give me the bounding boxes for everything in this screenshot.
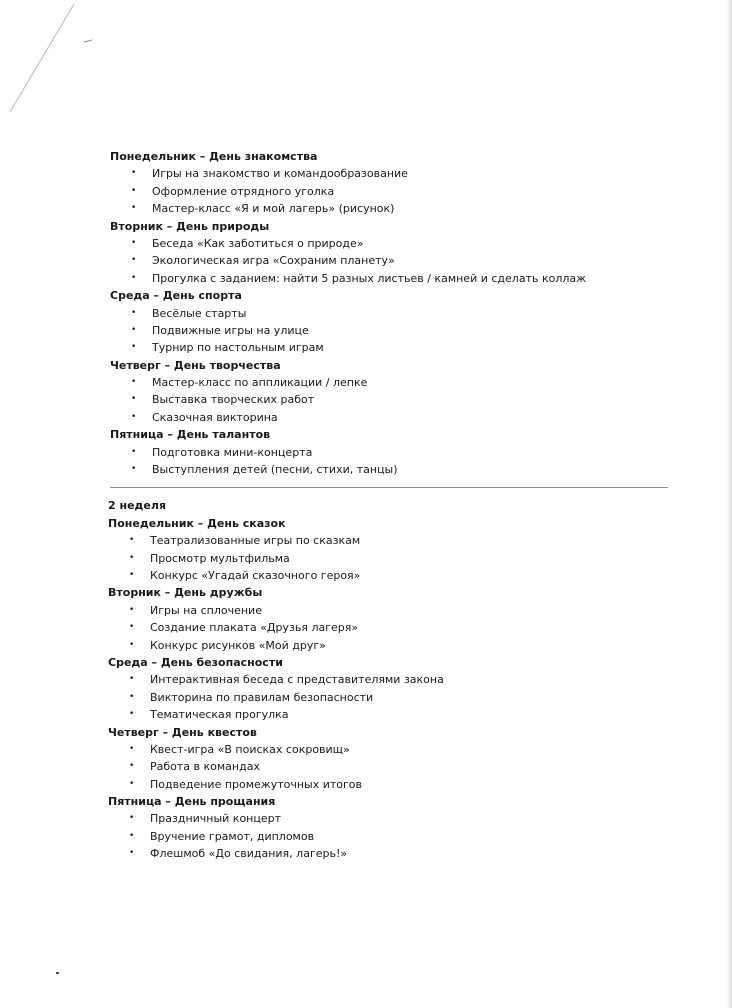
activity-item <box>0 200 732 217</box>
bullet-icon: • <box>129 709 135 720</box>
activity-text: Праздничный концерт <box>150 812 282 826</box>
bullet-icon: • <box>129 691 135 702</box>
activity-item <box>0 374 732 391</box>
activity-text: Подготовка мини-концерта <box>152 445 313 459</box>
schedule-content <box>0 148 732 863</box>
activity-list <box>0 305 732 357</box>
day-block <box>0 584 732 654</box>
activity-text: Выставка творческих работ <box>152 393 315 407</box>
activity-text: Выступления детей (песни, стихи, танцы) <box>152 463 398 477</box>
bullet-icon: • <box>131 203 137 214</box>
activity-item <box>0 689 732 706</box>
activity-text: Весёлые старты <box>152 306 247 320</box>
day-block <box>0 148 732 218</box>
activity-item <box>0 602 732 619</box>
day-block <box>0 357 732 427</box>
bullet-icon: • <box>129 639 135 650</box>
bullet-icon: • <box>129 848 135 859</box>
activity-text: Тематическая прогулка <box>150 708 289 722</box>
activity-list <box>0 671 732 723</box>
activity-item <box>0 305 732 322</box>
bullet-icon: • <box>129 743 135 754</box>
activity-item <box>0 619 732 636</box>
activity-item <box>0 637 732 654</box>
day-block <box>0 793 732 863</box>
bullet-icon: • <box>131 342 137 353</box>
week-1-schedule <box>0 148 732 478</box>
activity-text: Квест-игра «В поисках сокровищ» <box>150 742 350 756</box>
day-heading: Понедельник – День знакомства <box>110 150 318 163</box>
activity-item <box>0 741 732 758</box>
day-block <box>0 654 732 724</box>
activity-text: Оформление отрядного уголка <box>152 184 335 198</box>
bullet-icon: • <box>129 813 135 824</box>
bullet-icon: • <box>129 535 135 546</box>
activity-item <box>0 706 732 723</box>
activity-item <box>0 252 732 269</box>
activity-list <box>0 165 732 217</box>
activity-text: Игры на сплочение <box>150 603 262 617</box>
activity-text: Игры на знакомство и командообразование <box>152 167 408 181</box>
bullet-icon: • <box>131 411 137 422</box>
activity-item <box>0 461 732 478</box>
activity-item <box>0 671 732 688</box>
bullet-icon: • <box>131 464 137 475</box>
bullet-icon: • <box>129 761 135 772</box>
scan-speck-mark <box>56 972 59 974</box>
activity-item <box>0 183 732 200</box>
activity-text: Экологическая игра «Сохраним планету» <box>152 254 395 268</box>
activity-text: Турнир по настольным играм <box>152 341 324 355</box>
bullet-icon: • <box>129 778 135 789</box>
day-block <box>0 218 732 288</box>
bullet-icon: • <box>131 377 137 388</box>
activity-item <box>0 444 732 461</box>
section-divider <box>110 487 668 488</box>
activity-text: Подведение промежуточных итогов <box>150 777 363 791</box>
activity-text: Конкурс рисунков «Мой друг» <box>150 638 326 652</box>
activity-item <box>0 391 732 408</box>
activity-item <box>0 532 732 549</box>
activity-text: Просмотр мультфильма <box>150 551 290 565</box>
activity-list <box>0 532 732 584</box>
bullet-icon: • <box>131 237 137 248</box>
activity-text: Создание плаката «Друзья лагеря» <box>150 621 359 635</box>
activity-item <box>0 828 732 845</box>
activity-text: Мастер-класс «Я и мой лагерь» (рисунок) <box>152 202 395 216</box>
day-block <box>0 426 732 478</box>
activity-text: Интерактивная беседа с представителями закона <box>150 673 444 687</box>
day-heading: Пятница – День прощания <box>108 795 276 809</box>
day-block <box>0 724 732 794</box>
activity-text: Беседа «Как заботиться о природе» <box>152 236 364 250</box>
day-heading: Среда – День безопасности <box>108 655 283 669</box>
bullet-icon: • <box>131 446 137 457</box>
activity-item <box>0 322 732 339</box>
activity-item <box>0 567 732 584</box>
activity-item <box>0 758 732 775</box>
bullet-icon: • <box>131 168 137 179</box>
activity-item <box>0 810 732 827</box>
activity-list <box>0 374 732 426</box>
day-heading: Пятница – День талантов <box>110 428 271 442</box>
activity-item <box>0 339 732 356</box>
activity-item <box>0 845 732 862</box>
activity-item <box>0 270 732 287</box>
day-heading: Понедельник – День сказок <box>108 516 286 530</box>
bullet-icon: • <box>129 622 135 633</box>
bullet-icon: • <box>131 307 137 318</box>
activity-item <box>0 235 732 252</box>
week-2-schedule <box>0 497 732 862</box>
activity-item <box>0 776 732 793</box>
paper-fold-mark <box>0 0 140 140</box>
day-heading: Среда – День спорта <box>110 289 242 303</box>
activity-list <box>0 235 732 287</box>
activity-text: Викторина по правилам безопасности <box>150 690 374 704</box>
day-heading: Четверг – День творчества <box>110 358 281 372</box>
day-block <box>0 287 732 357</box>
bullet-icon: • <box>129 569 135 580</box>
bullet-icon: • <box>131 255 137 266</box>
day-block <box>0 515 732 585</box>
bullet-icon: • <box>131 394 137 405</box>
activity-list <box>0 602 732 654</box>
week-heading: 2 неделя <box>108 499 167 513</box>
activity-text: Мастер-класс по аппликации / лепке <box>152 376 368 390</box>
bullet-icon: • <box>129 830 135 841</box>
activity-item <box>0 165 732 182</box>
bullet-icon: • <box>129 552 135 563</box>
activity-text: Прогулка с заданием: найти 5 разных листьев / камней и сделать коллаж <box>152 271 587 285</box>
bullet-icon: • <box>131 272 137 283</box>
bullet-icon: • <box>129 604 135 615</box>
activity-text: Конкурс «Угадай сказочного героя» <box>150 568 361 582</box>
activity-text: Театрализованные игры по сказкам <box>150 534 361 548</box>
day-heading: Вторник – День природы <box>110 219 270 233</box>
activity-text: Вручение грамот, дипломов <box>150 829 315 843</box>
activity-text: Подвижные игры на улице <box>152 323 309 337</box>
activity-item <box>0 550 732 567</box>
activity-list <box>0 810 732 862</box>
activity-item <box>0 409 732 426</box>
activity-text: Флешмоб «До свидания, лагерь!» <box>150 847 348 861</box>
day-heading: Вторник – День дружбы <box>108 586 263 600</box>
day-heading: Четверг – День квестов <box>108 725 257 739</box>
activity-list <box>0 444 732 479</box>
bullet-icon: • <box>129 674 135 685</box>
bullet-icon: • <box>131 324 137 335</box>
bullet-icon: • <box>131 185 137 196</box>
activity-text: Сказочная викторина <box>152 410 278 424</box>
activity-list <box>0 741 732 793</box>
activity-text: Работа в командах <box>150 760 260 774</box>
